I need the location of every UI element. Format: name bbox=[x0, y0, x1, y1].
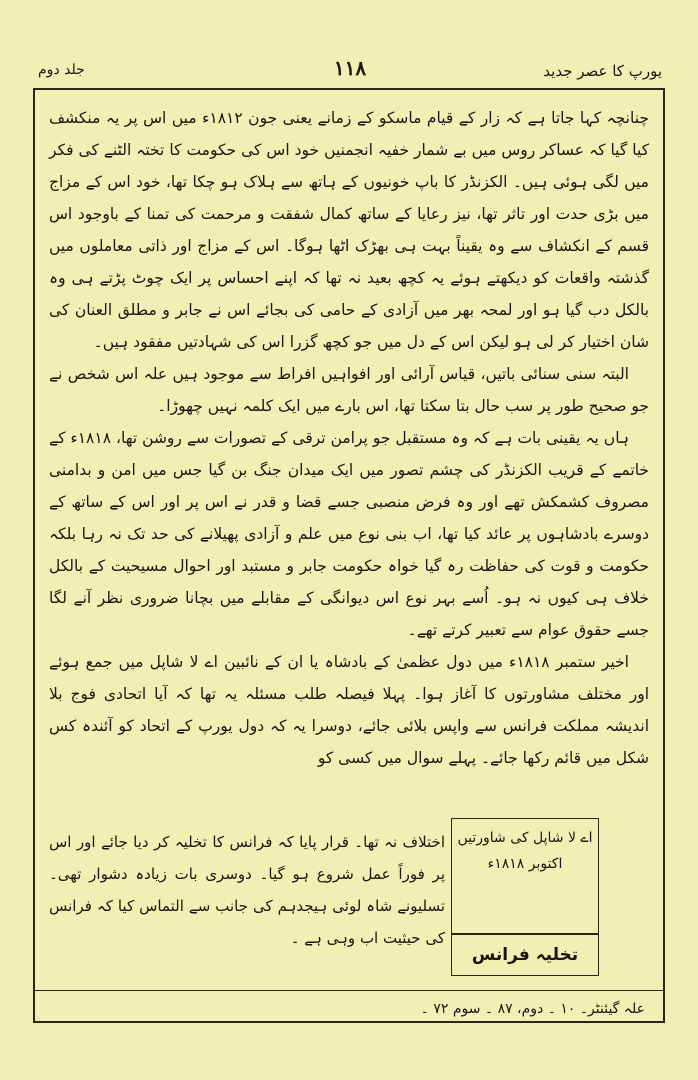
volume-label: جلد دوم bbox=[38, 62, 85, 78]
paragraph: چنانچہ کہا جاتا ہے کہ زار کے قیام ماسکو کے زمانے یعنی جون ۱۸۱۲ء میں اس پر یہ منکشف کیا گیا کہ عساکر روس میں بے شمار خفیہ انجمنیں خود اس کی حکومت کا تختہ الٹنے کی فکر میں لگی ہوئی ہیں۔ الکزنڈر کا باپ خونیوں کے ہاتھ سے ہلاک ہو چکا تھا، خود اس کے مزاج میں بڑی حدت اور تاثر تھا، نیز رعایا کے ساتھ کمال شفقت و مرحمت کی تمنا کے باوجود اس قسم کے انکشاف سے وہ یقیناً بہت ہی بھڑک اٹھا ہوگا۔ اس کے مزاج اور ذاتی معاملوں میں گذشتہ واقعات کو دیکھتے ہوئے یہ کچھ بعید نہ تھا کہ اپنے احساس پر ایک چوٹ پڑتے ہی وہ بالکل دب گیا ہو اور لمحہ بھر میں آزادی کے حامی کی بجائے اس نے جابر و مطلق العنان کی شان اختیار کر لی ہو لیکن اس کے دل میں جو کچھ گزرا اس کی شہادتیں مفقود ہیں۔ bbox=[49, 109, 649, 351]
margin-note-date: اکتوبر ۱۸۱۸ء bbox=[487, 856, 563, 872]
page-frame bbox=[33, 88, 665, 1023]
paragraph: البتہ سنی سنائی باتیں، قیاس آرائی اور افواہیں افراط سے موجود ہیں علہ اس شخص نے جو صحیح طور پر سب حال بتا سکتا تھا، اس بارے میں ایک کلمہ نہیں چھوڑا۔ bbox=[49, 365, 649, 415]
footnote-divider bbox=[35, 990, 663, 991]
paragraph: ہاں یہ یقینی بات ہے کہ وہ مستقبل جو پرامن ترقی کے تصورات سے روشن تھا، ۱۸۱۸ء کے خاتمے کے قریب الکزنڈر کی چشم تصور میں ایک میدان جنگ بن گیا جس میں امن و بدامنی مصروف کشمکش تھے اور وہ فرض منصبی جسے قضا و قدر نے اس پر اور اس کے ساتھ کے دوسرے بادشاہوں پر عائد کیا تھا، اب بنی نوع میں علم و آزادی پھیلانے کی حد تک نہ رہا بلکہ حکومت و قوت کی حفاظت رہ گیا خواہ حکومت جابر و مستبد اور احوال مسیحیت کے بالکل خلاف ہی کیوں نہ ہو۔ اُسے بہر نوع اس دیوانگی کے مقابلے میں بچانا ضروری نظر آنے لگا جسے حقوق عوام سے تعبیر کرتے تھے۔ bbox=[49, 429, 649, 639]
margin-note-box bbox=[451, 818, 599, 934]
paragraph: اخیر ستمبر ۱۸۱۸ء میں دول عظمیٰ کے بادشاہ یا ان کے نائبین اے لا شاپل میں جمع ہوئے اور مختلف مشاورتوں کا آغاز ہوا۔ پہلا فیصلہ طلب مسئلہ یہ تھا کہ آیا اتحادی فوج بلا اندیشہ مملکت فرانس سے واپس بلائی جائے، دوسرا یہ کہ دول یورپ کے اتحاد کو آئندہ کس شکل میں قائم رکھا جائے۔ پہلے سوال میں کسی کو bbox=[49, 653, 649, 767]
main-text bbox=[49, 102, 649, 774]
side-column-text: اختلاف نہ تھا۔ قرار پایا کہ فرانس کا تخلیہ کر دیا جائے اور اس پر فوراً عمل شروع ہو گیا۔ دوسری بات زیادہ دشوار تھی۔ تسلیونے شاہ لوئی ہیجدہم کی جانب سے التماس کیا کہ فرانس کی حیثیت اب وہی ہے ۔ bbox=[49, 833, 445, 947]
book-title: یورپ کا عصر جدید bbox=[543, 62, 662, 80]
section-heading: تخلیہ فرانس bbox=[451, 934, 599, 976]
margin-note-line: اے لا شاپل کی شاورتیں bbox=[457, 830, 593, 846]
page-number: ۱۱۸ bbox=[333, 56, 367, 80]
running-header bbox=[34, 56, 666, 86]
footnote: علہ گیئنٹر۔ ۱۰ ۔ دوم، ۸۷ ۔ سوم ۷۲ ۔ bbox=[420, 1001, 645, 1017]
